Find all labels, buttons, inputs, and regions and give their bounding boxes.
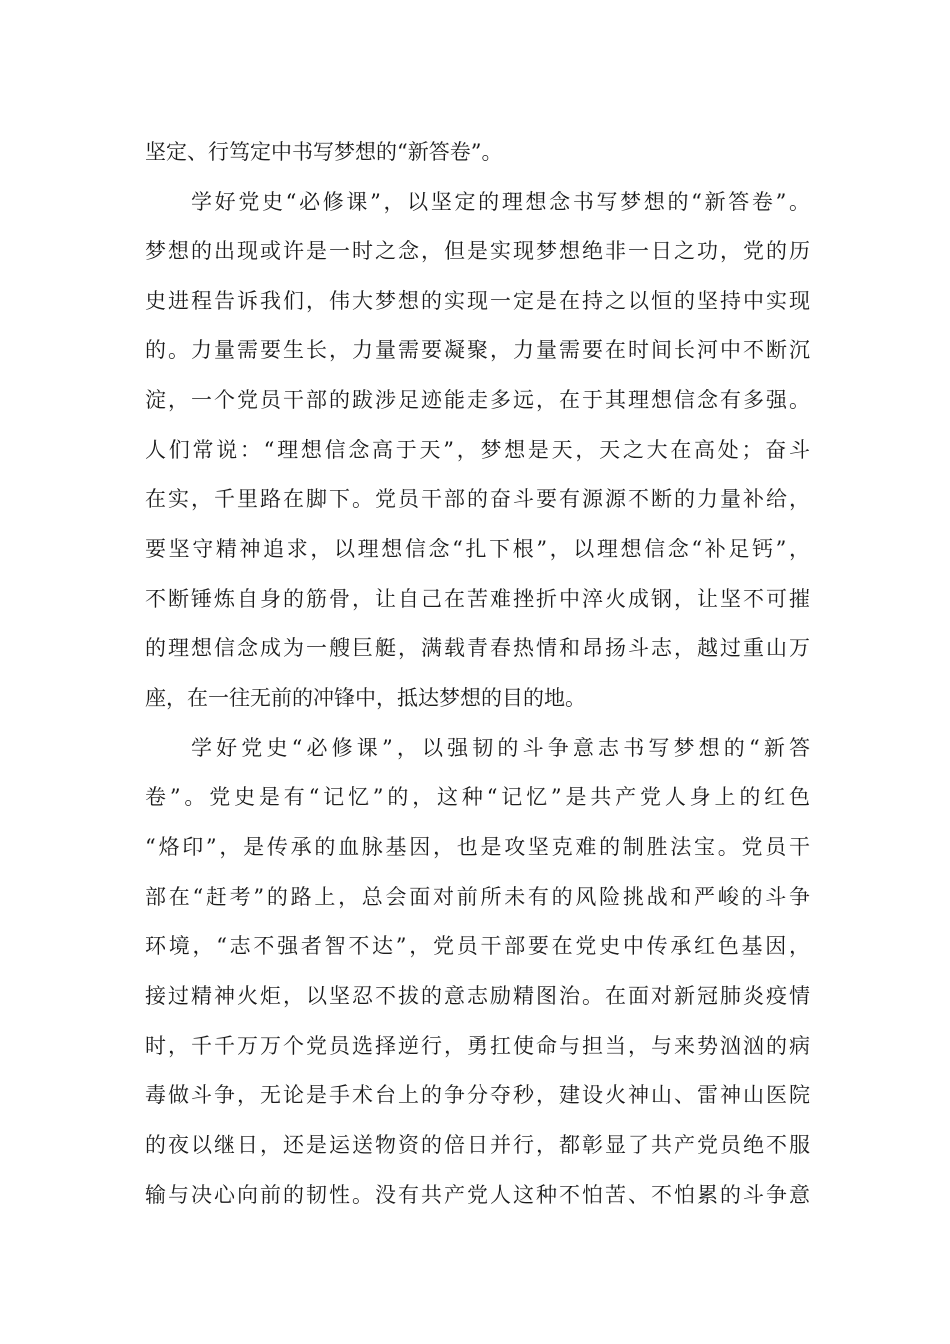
paragraph-line: “烙印”，是传承的血脉基因，也是攻坚克难的制胜法宝。党员干 xyxy=(145,835,810,859)
paragraph-line: 部在“赶考”的路上，总会面对前所未有的风险挑战和严峻的斗争 xyxy=(145,885,810,909)
paragraph-line: 输与决心向前的韧性。没有共产党人这种不怕苦、不怕累的斗争意 xyxy=(145,1183,810,1207)
paragraph-line: 人们常说：“理想信念高于天”，梦想是天，天之大在高处；奋斗 xyxy=(145,438,810,462)
paragraph-line: 在实，千里路在脚下。党员干部的奋斗要有源源不断的力量补给， xyxy=(145,487,810,511)
paragraph-line: 的。力量需要生长，力量需要凝聚，力量需要在时间长河中不断沉 xyxy=(145,338,810,362)
paragraph-line: 梦想的出现或许是一时之念，但是实现梦想绝非一日之功，党的历 xyxy=(145,239,810,263)
paragraph-line: 学好党史“必修课”，以坚定的理想念书写梦想的“新答卷”。 xyxy=(191,190,810,214)
paragraph-line: 毒做斗争，无论是手术台上的争分夺秒，建设火神山、雷神山医院 xyxy=(145,1083,810,1107)
paragraph-line: 接过精神火炬，以坚忍不拔的意志励精图治。在面对新冠肺炎疫情 xyxy=(145,984,810,1008)
paragraph-line: 坚定、行笃定中书写梦想的“新答卷”。 xyxy=(145,140,503,164)
paragraph-line: 时，千千万万个党员选择逆行，勇扛使命与担当，与来势汹汹的病 xyxy=(145,1034,810,1058)
paragraph-line: 卷”。党史是有“记忆”的，这种“记忆”是共产党人身上的红色 xyxy=(145,785,810,809)
paragraph-line: 座，在一往无前的冲锋中，抵达梦想的目的地。 xyxy=(145,686,586,710)
paragraph-line: 的理想信念成为一艘巨艇，满载青春热情和昂扬斗志，越过重山万 xyxy=(145,636,810,660)
paragraph-line: 要坚守精神追求，以理想信念“扎下根”，以理想信念“补足钙”， xyxy=(145,537,810,561)
paragraph-line: 淀，一个党员干部的跋涉足迹能走多远，在于其理想信念有多强。 xyxy=(145,388,810,412)
paragraph-line: 不断锤炼自身的筋骨，让自己在苦难挫折中淬火成钢，让坚不可摧 xyxy=(145,587,810,611)
paragraph-line: 环境，“志不强者智不达”，党员干部要在党史中传承红色基因， xyxy=(145,934,810,958)
paragraph-line: 史进程告诉我们，伟大梦想的实现一定是在持之以恒的坚持中实现 xyxy=(145,289,810,313)
paragraph-line: 的夜以继日，还是运送物资的倍日并行，都彰显了共产党员绝不服 xyxy=(145,1133,810,1157)
paragraph-line: 学好党史“必修课”，以强韧的斗争意志书写梦想的“新答 xyxy=(191,736,810,760)
